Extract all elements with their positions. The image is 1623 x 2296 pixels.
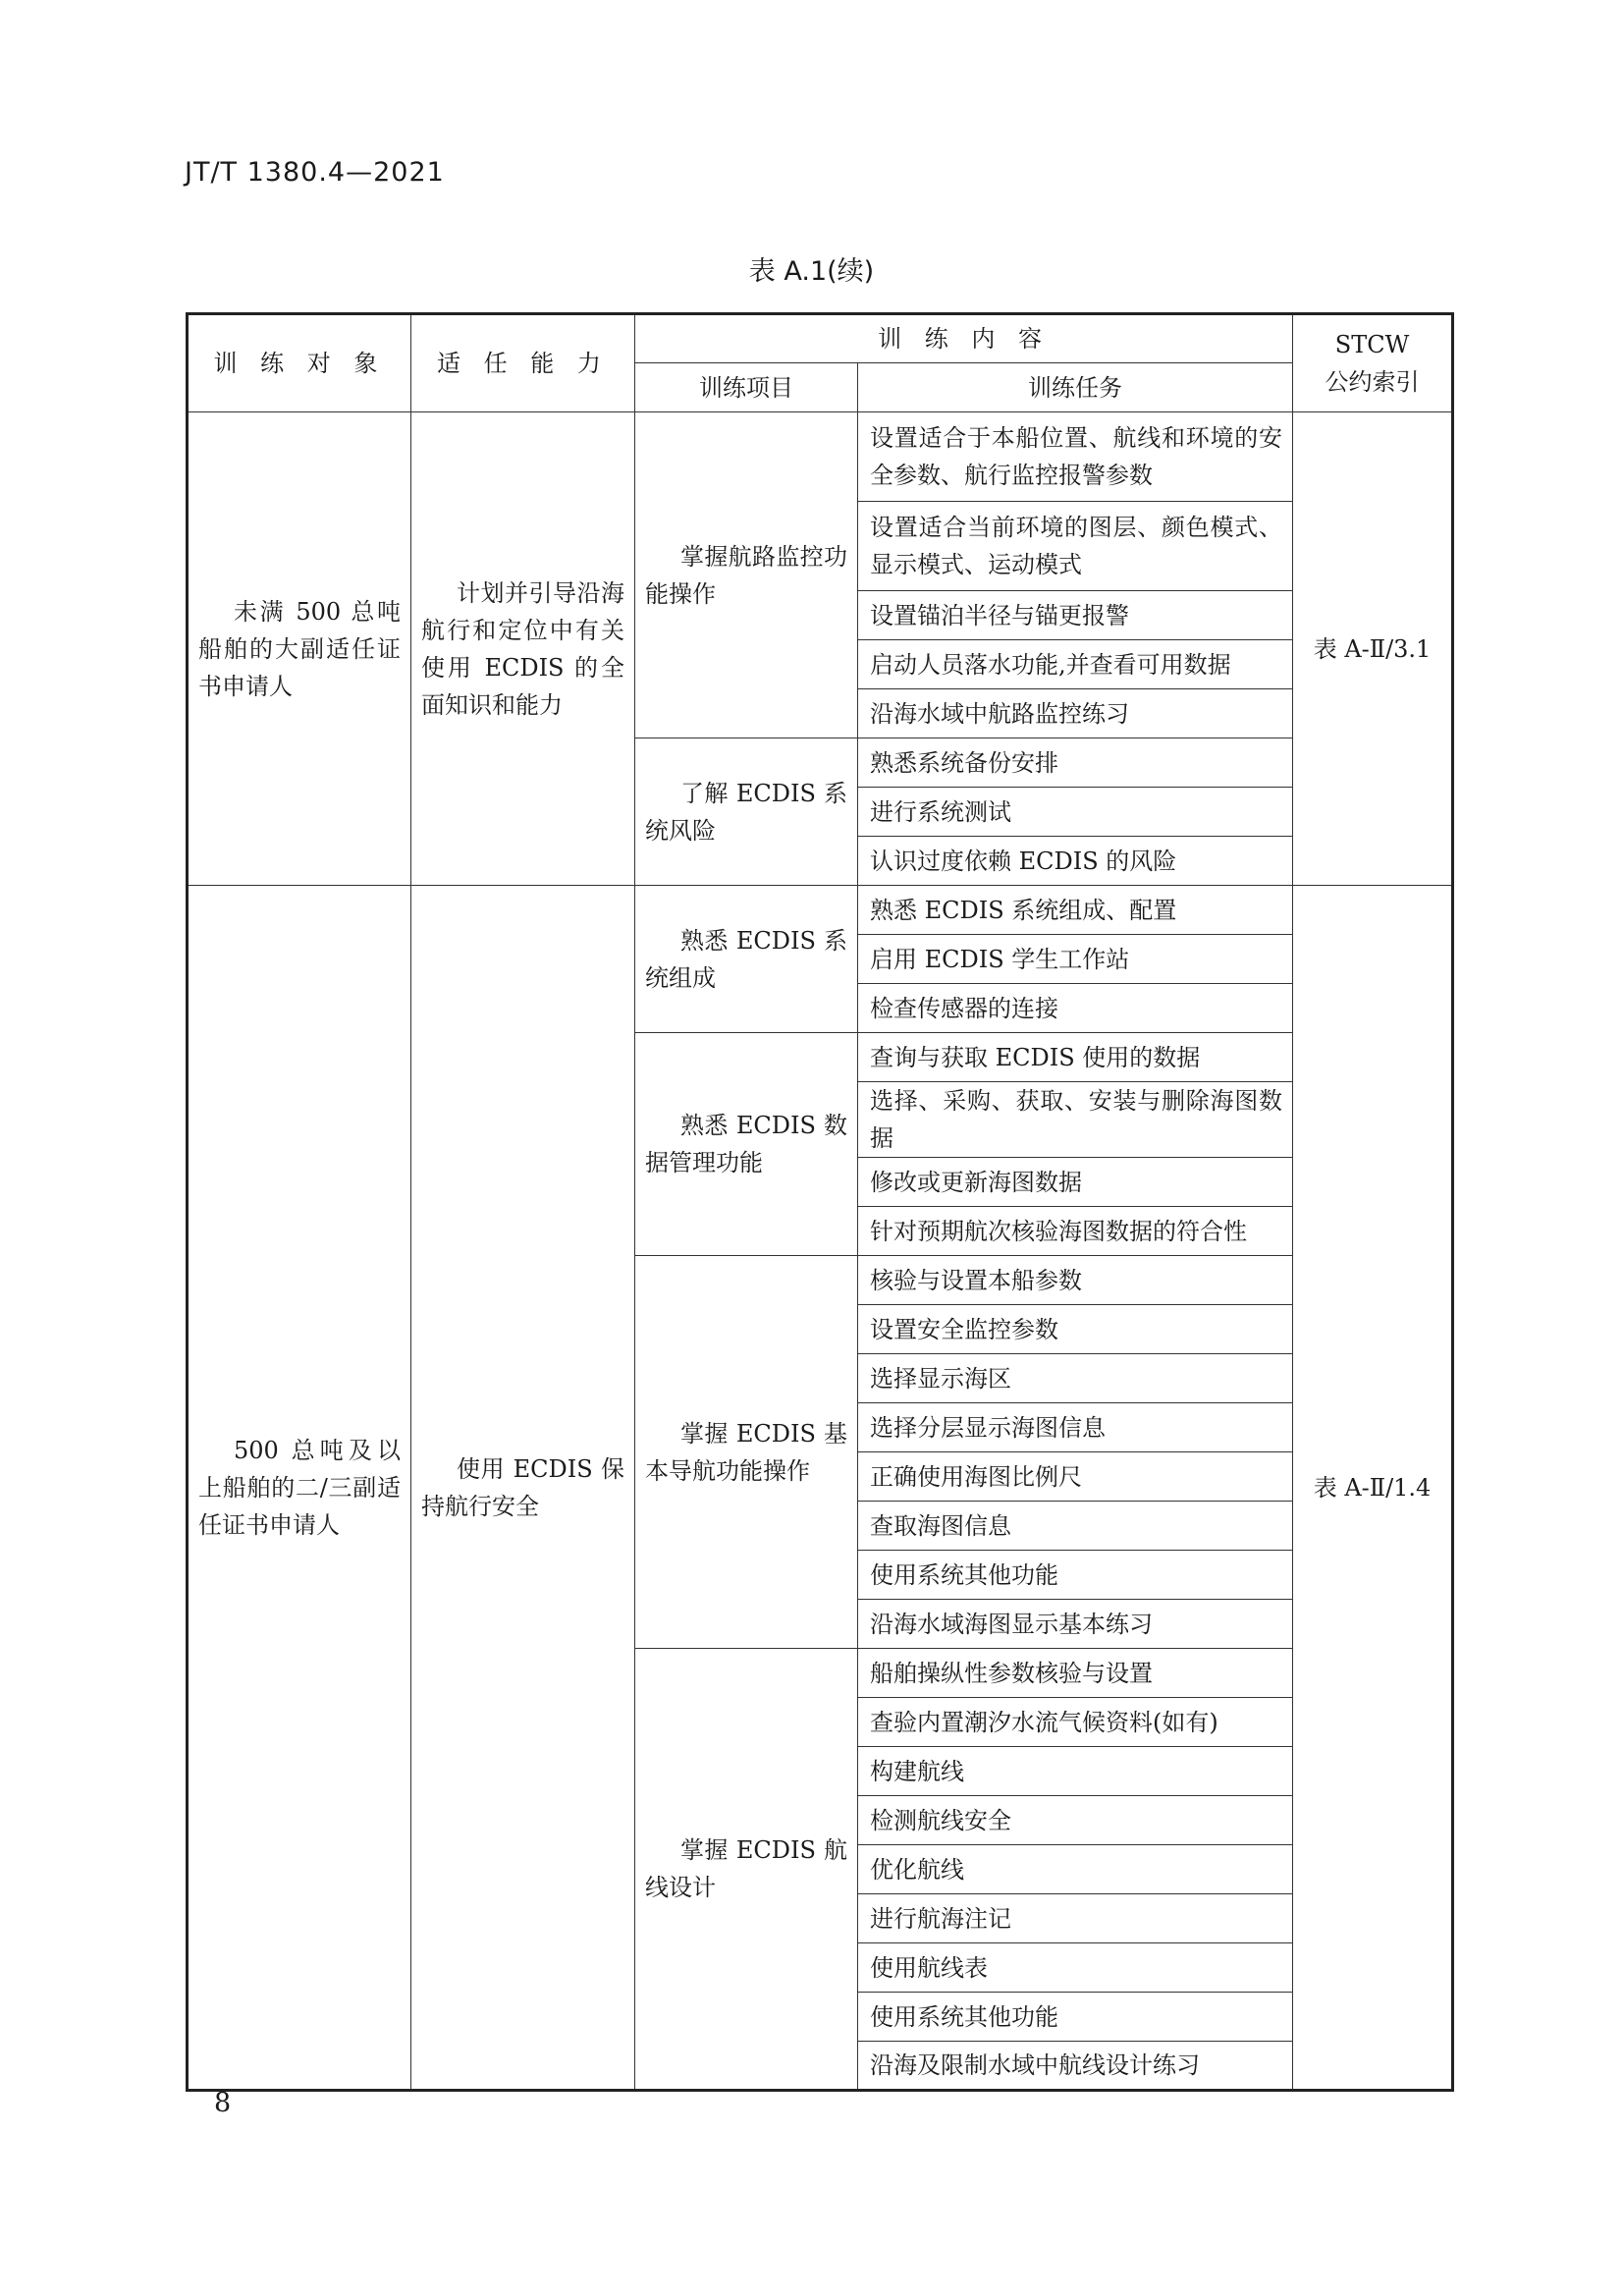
cell-training-task: 设置安全监控参数 — [858, 1305, 1293, 1354]
header-task: 训练任务 — [858, 363, 1293, 412]
header-item: 训练项目 — [635, 363, 858, 412]
cell-training-task: 设置锚泊半径与锚更报警 — [858, 591, 1293, 640]
cell-training-task: 修改或更新海图数据 — [858, 1158, 1293, 1207]
cell-training-task: 针对预期航次核验海图数据的符合性 — [858, 1207, 1293, 1256]
cell-stcw-reference: 表 A-Ⅱ/3.1 — [1293, 412, 1453, 886]
document-code: JT/T 1380.4—2021 — [185, 157, 445, 188]
cell-training-task: 查询与获取 ECDIS 使用的数据 — [858, 1033, 1293, 1082]
cell-training-task: 查验内置潮汐水流气候资料(如有) — [858, 1698, 1293, 1747]
cell-training-task: 选择、采购、获取、安装与删除海图数据 — [858, 1082, 1293, 1158]
table-body — [188, 412, 1453, 2091]
cell-training-task: 选择分层显示海图信息 — [858, 1403, 1293, 1452]
cell-training-task: 熟悉 ECDIS 系统组成、配置 — [858, 886, 1293, 935]
header-content: 训 练 内 容 — [635, 314, 1293, 363]
cell-training-task: 选择显示海区 — [858, 1354, 1293, 1403]
cell-training-task: 沿海水域海图显示基本练习 — [858, 1600, 1293, 1649]
cell-training-task: 设置适合于本船位置、航线和环境的安全参数、航行监控报警参数 — [858, 412, 1293, 502]
cell-competence: 计划并引导沿海航行和定位中有关使用 ECDIS 的全面知识和能力 — [411, 412, 635, 886]
cell-training-item: 熟悉 ECDIS 系统组成 — [635, 886, 858, 1033]
cell-training-task: 核验与设置本船参数 — [858, 1256, 1293, 1305]
cell-training-item: 了解 ECDIS 系统风险 — [635, 738, 858, 886]
cell-training-task: 使用航线表 — [858, 1943, 1293, 1993]
cell-training-task: 查取海图信息 — [858, 1502, 1293, 1551]
cell-training-task: 使用系统其他功能 — [858, 1993, 1293, 2042]
cell-training-task: 使用系统其他功能 — [858, 1551, 1293, 1600]
cell-target: 未满 500 总吨船舶的大副适任证书申请人 — [188, 412, 411, 886]
cell-training-task: 启动人员落水功能,并查看可用数据 — [858, 640, 1293, 689]
cell-training-task: 检查传感器的连接 — [858, 984, 1293, 1033]
cell-training-item: 掌握 ECDIS 基本导航功能操作 — [635, 1256, 858, 1649]
cell-training-task: 优化航线 — [858, 1845, 1293, 1894]
cell-training-item: 掌握航路监控功能操作 — [635, 412, 858, 738]
cell-training-task: 正确使用海图比例尺 — [858, 1452, 1293, 1502]
cell-stcw-reference: 表 A-Ⅱ/1.4 — [1293, 886, 1453, 2091]
cell-training-task: 认识过度依赖 ECDIS 的风险 — [858, 837, 1293, 886]
cell-training-task: 检测航线安全 — [858, 1796, 1293, 1845]
cell-training-task: 沿海水域中航路监控练习 — [858, 689, 1293, 738]
cell-training-task: 船舶操纵性参数核验与设置 — [858, 1649, 1293, 1698]
cell-training-task: 构建航线 — [858, 1747, 1293, 1796]
cell-target: 500 总吨及以上船舶的二/三副适任证书申请人 — [188, 886, 411, 2091]
training-table — [186, 312, 1454, 2092]
header-stcw-line2: 公约索引 — [1325, 368, 1420, 396]
cell-training-item: 熟悉 ECDIS 数据管理功能 — [635, 1033, 858, 1256]
table-row — [188, 886, 1453, 935]
cell-training-task: 设置适合当前环境的图层、颜色模式、显示模式、运动模式 — [858, 502, 1293, 591]
cell-training-task: 熟悉系统备份安排 — [858, 738, 1293, 788]
cell-training-task: 启用 ECDIS 学生工作站 — [858, 935, 1293, 984]
cell-training-task: 进行系统测试 — [858, 788, 1293, 837]
header-stcw-line1: STCW — [1334, 331, 1410, 358]
header-competence: 适 任 能 力 — [411, 314, 635, 412]
cell-training-task: 进行航海注记 — [858, 1894, 1293, 1943]
table-row — [188, 412, 1453, 502]
header-stcw — [1293, 314, 1453, 412]
page-number: 8 — [214, 2088, 232, 2118]
cell-training-task: 沿海及限制水域中航线设计练习 — [858, 2042, 1293, 2091]
cell-competence: 使用 ECDIS 保持航行安全 — [411, 886, 635, 2091]
header-target: 训 练 对 象 — [188, 314, 411, 412]
cell-training-item: 掌握 ECDIS 航线设计 — [635, 1649, 858, 2091]
table-caption: 表 A.1(续) — [748, 256, 875, 287]
